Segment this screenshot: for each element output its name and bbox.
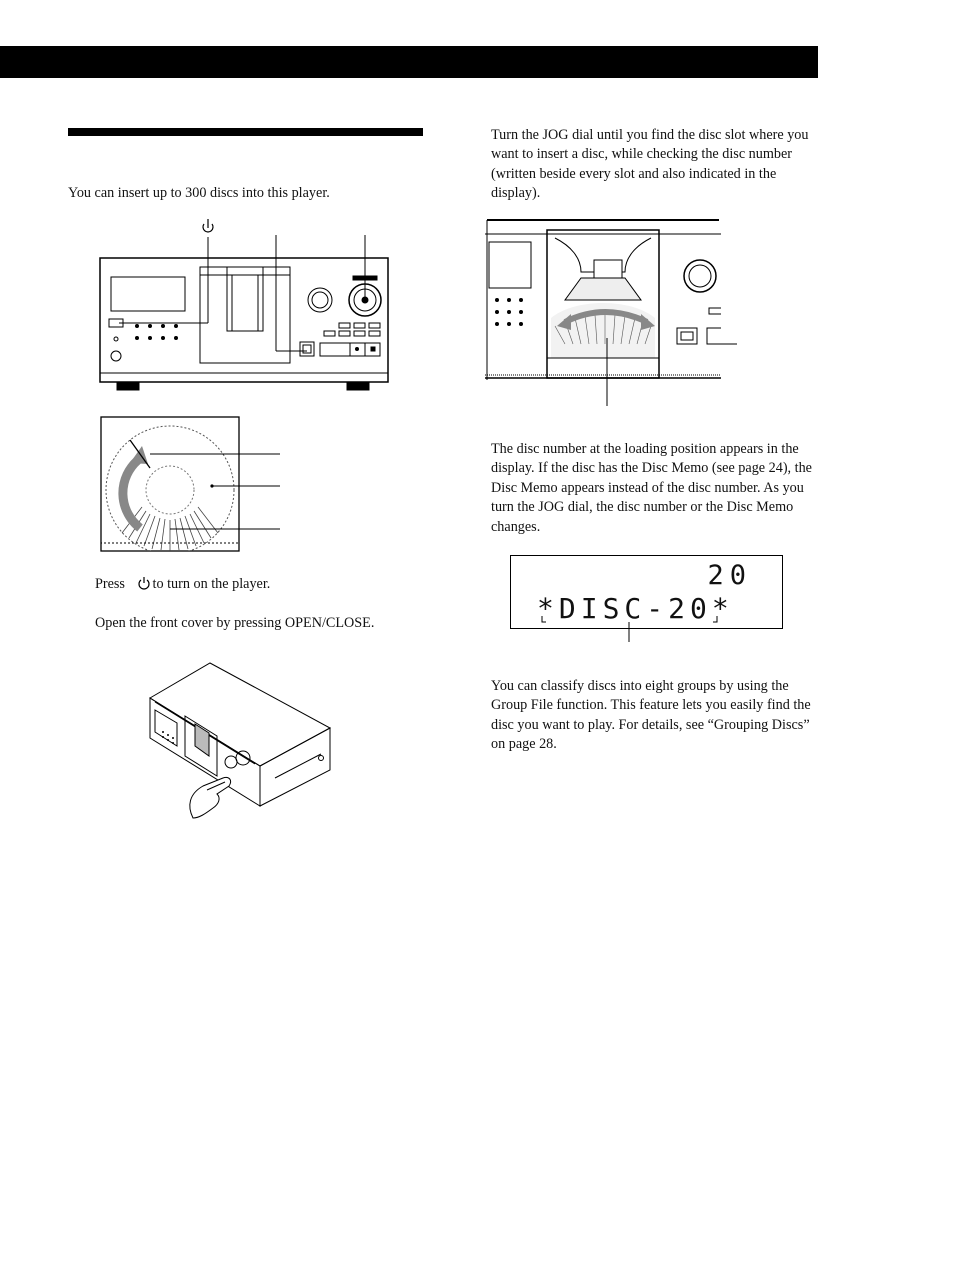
lcd-callout-line <box>626 622 632 644</box>
step1-rest: to turn on the player. <box>152 576 271 592</box>
intro-text: You can insert up to 300 discs into this player. <box>68 185 330 201</box>
step3-text: Turn the JOG dial until you find the disc slot where you want to insert a disc, while checking the disc number (written beside every slot and also indicated in the display). <box>491 127 809 202</box>
power-icon <box>203 219 213 232</box>
group-note-text: You can classify discs into eight groups by using the Group File function. This feature lets you easily find the disc you want to play. For details, see “Grouping Discs” on page 28. <box>491 678 811 753</box>
step1-text <box>95 575 415 594</box>
jog-dial-illustration <box>485 218 745 410</box>
display-note-text: The disc number at the loading position appears in the display. If the disc has the Disc Memo (see page 24), the Disc Memo appears instead of the disc number. As you turn the JOG dial, the disc number or the Disc Memo changes. <box>491 441 812 535</box>
player-front-illustration <box>95 215 395 395</box>
section-rule <box>68 128 423 136</box>
open-cover-illustration <box>145 658 340 820</box>
step2-text: Open the front cover by pressing OPEN/CLOSE. <box>95 615 375 631</box>
header-bar <box>0 46 818 78</box>
step1-press: Press <box>95 576 125 592</box>
lcd-display <box>510 555 783 629</box>
power-icon <box>137 576 151 590</box>
disc-carousel-illustration <box>100 416 285 556</box>
lcd-disc-number: 20 <box>707 560 752 591</box>
lcd-disc-memo: *DISC-20* <box>537 592 734 625</box>
